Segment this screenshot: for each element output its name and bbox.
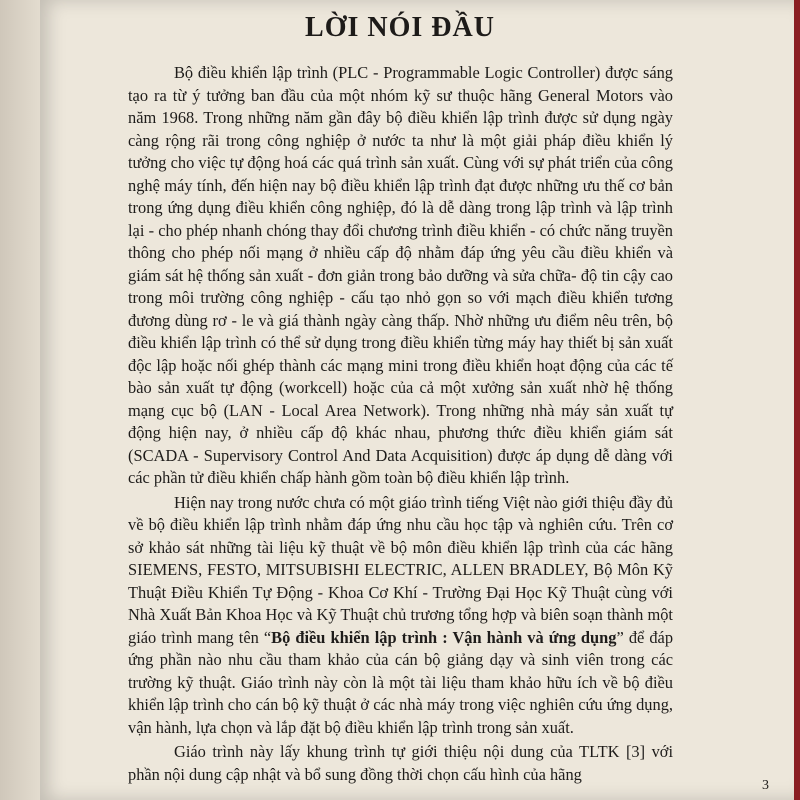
book-title-bold: Bộ điều khiển lập trình : Vận hành và ứng dụng [271, 627, 617, 647]
page-title: LỜI NÓI ĐẦU [305, 12, 495, 43]
book-cover-edge [794, 0, 800, 800]
paragraph-2-start: Hiện nay trong nước chưa có một giáo trình tiếng Việt nào giới thiệu đầy đủ về bộ điều khiển lập trình nhằm đáp ứng nhu cầu học tập và nghiên cứu. Trên cơ sở khảo sát những tài liệu kỹ thuật về bộ môn điều khiển lập trình của các hãng SIEMENS, FESTO, MITSUBISHI ELECTRIC, ALLEN BRADLEY, Bộ Môn Kỹ Thuật Điều Khiển Tự Động - Khoa Cơ Khí - Trường Đại Học Kỹ Thuật cùng với Nhà Xuất Bản Khoa Học và Kỹ Thuật chủ trương tổng hợp và biên soạn thành một giáo trình mang tên “ [128, 492, 673, 647]
paragraph-1: Bộ điều khiển lập trình (PLC - Programmable Logic Controller) được sáng tạo ra từ ý tưởng ban đầu của một nhóm kỹ sư thuộc hãng General Motors vào năm 1968. Trong những năm gần đây bộ điều khiển lập trình được sử dụng ngày càng rộng rãi trong công nghiệp ở nước ta như là một giải pháp điều khiển lý tưởng cho việc tự động hoá các quá trình sản xuất. Cùng với sự phát triển của công nghệ máy tính, đến hiện nay bộ điều khiển lập trình đạt được những ưu thế cơ bản trong ứng dụng điều khiển công nghiệp, đó là dễ dàng trong lập trình và lập trình lại - cho phép nhanh chóng thay đổi chương trình điều khiển - có chức năng truyền thông cho phép nối mạng ở nhiều cấp độ nhằm đáp ứng yêu cầu điều khiển và giám sát hệ thống sản xuất - đơn giản trong bảo dưỡng và sửa chữa- độ tin cậy cao trong môi trường công nghiệp - cấu tạo nhỏ gọn so với mạch điều khiển tương đương dùng rơ - le và giá thành ngày càng thấp. Nhờ những ưu điểm nêu trên, bộ điều khiển lập trình có thể sử dụng trong điều khiển từng máy hay thiết bị sản xuất độc lập hoặc nối ghép thành các mạng mini trong điều khiển hoạt động của các tế bào sản xuất tự động (workcell) hoặc của cả một xưởng sản xuất nhờ hệ thống mạng cục bộ (LAN - Local Area Network). Trong những nhà máy sản xuất tự động hiện nay, ở nhiều cấp độ khác nhau, phương thức điều khiển giám sát (SCADA - Supervisory Control And Data Acquisition) được áp dụng dễ dàng với các phần tử điều khiển chấp hành gồm toàn bộ điều khiển lập trình. [128, 63, 673, 487]
paragraph-2 [128, 492, 673, 740]
page-number: 3 [762, 778, 769, 793]
paragraph-3: Giáo trình này lấy khung trình tự giới thiệu nội dung của TLTK [3] với phần nội dung cập nhật và bổ sung đồng thời chọn cấu hình của hãng [128, 742, 673, 784]
paragraph-2-end: ” để đáp ứng phần nào nhu cầu tham khảo của cán bộ giảng dạy và sinh viên trong các trường kỹ thuật. Giáo trình này còn là một tài liệu tham khảo hữu ích về bộ điều khiển lập trình cho cán bộ kỹ thuật ở các nhà máy trong việc nghiên cứu ứng dụng, vận hành, lựa chọn và lắp đặt bộ điều khiển lập trình trong sản xuất. [128, 627, 674, 737]
book-gutter [0, 0, 40, 800]
body-text [128, 62, 673, 786]
